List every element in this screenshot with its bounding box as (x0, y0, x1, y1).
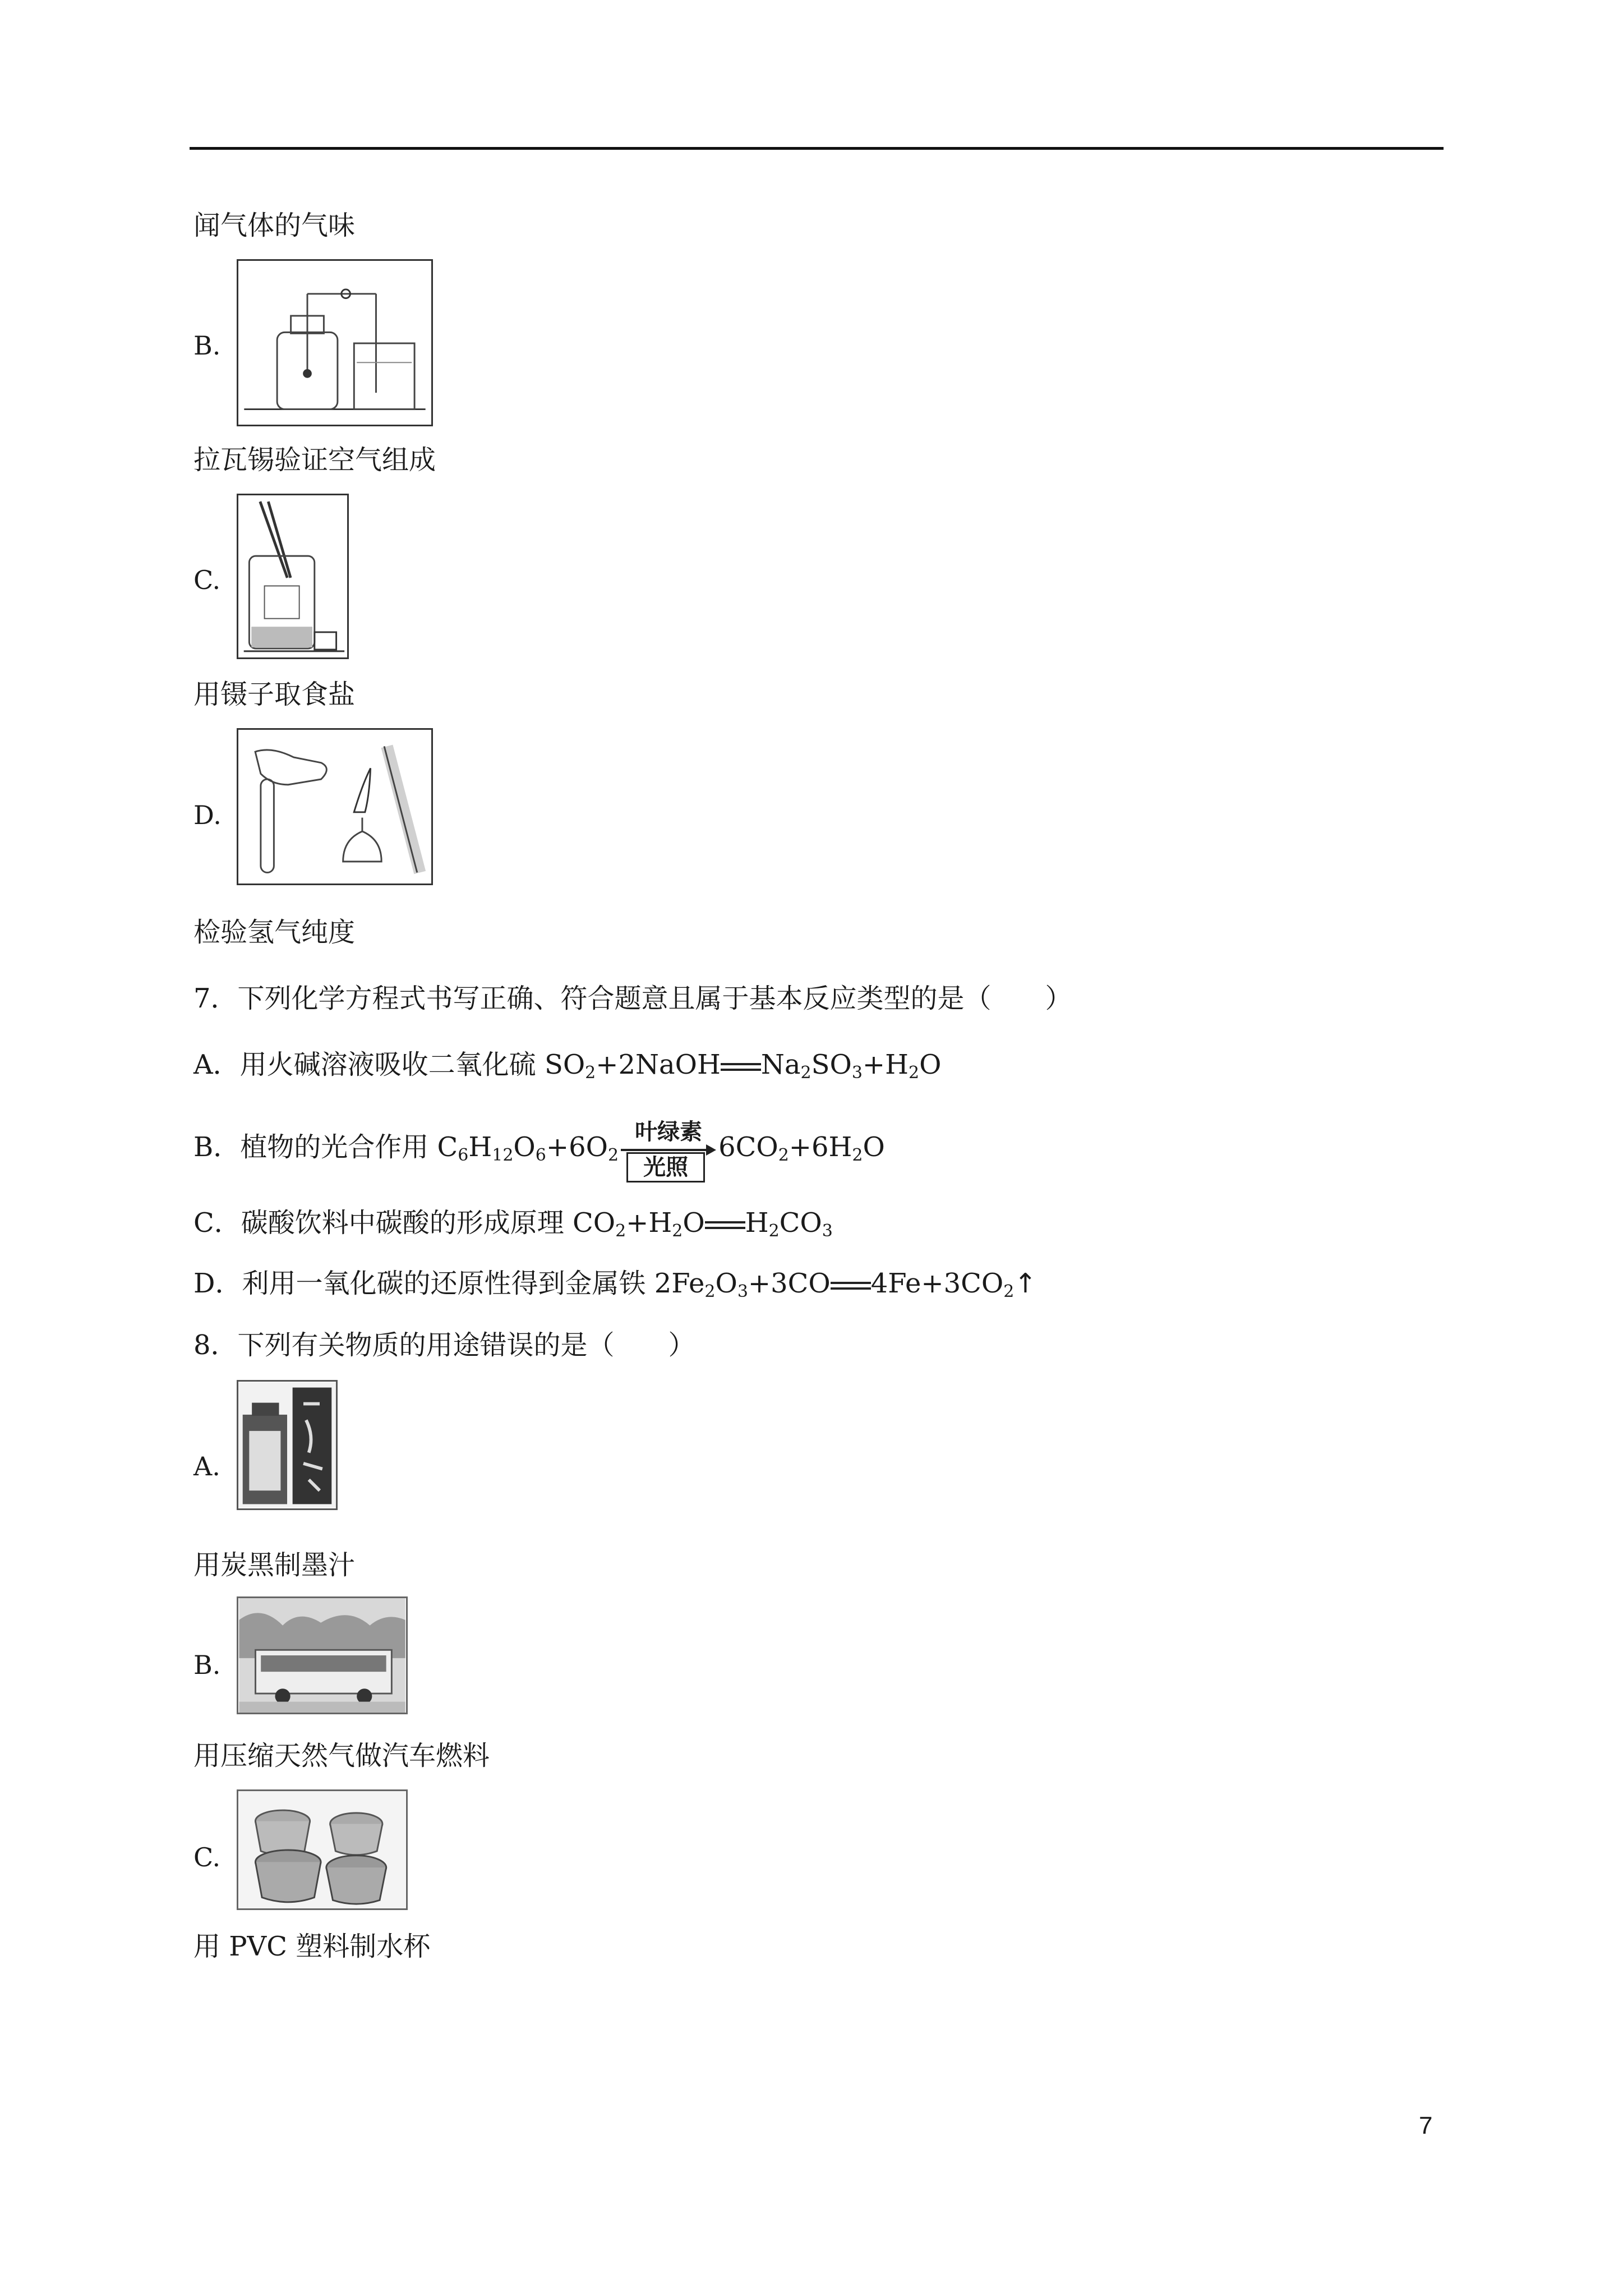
salt-jar-tweezers-image (237, 494, 349, 659)
lavoisier-apparatus-image (237, 259, 433, 426)
caption-option-a-q8: 用炭黑制墨汁 (193, 1549, 356, 1581)
header-rule (190, 147, 1444, 150)
option-label-q6-d: D. (193, 800, 222, 830)
caption-option-d-q6: 检验氢气纯度 (193, 917, 356, 948)
q7-option-b-text: B．植物的光合作用 (193, 1131, 437, 1163)
q7-option-c-text: C．碳酸饮料中碳酸的形成原理 (193, 1207, 573, 1239)
question-7-stem: 7．下列化学方程式书写正确、符合题意且属于基本反应类型的是（ ） (193, 983, 1072, 1014)
bus-photo-image (237, 1596, 408, 1714)
ink-bottle-box-image (237, 1380, 338, 1510)
q7-option-c-equation: $CO_2+H_2O$ $H_2CO_3$ (573, 1207, 833, 1241)
caption-option-c-q6: 用镊子取食盐 (193, 679, 356, 710)
hydrogen-purity-test-image (237, 728, 433, 885)
condition-bottom: 光照 (626, 1152, 705, 1182)
q7-option-a-equation: $SO_2+2NaOH$ $Na_2SO_3+H_2O$ (544, 1049, 942, 1083)
caption-option-c-q8: 用 PVC 塑料制水杯 (193, 1931, 431, 1962)
q7-option-b-products: $6CO_2+6H_2O$ (718, 1131, 885, 1165)
caption-option-a-q6: 闻气体的气味 (193, 210, 356, 241)
page-number: 7 (1419, 2112, 1433, 2139)
option-label-q6-b: B. (193, 330, 221, 361)
q7-option-a-text: A．用火碱溶液吸收二氧化硫 (193, 1049, 545, 1080)
reaction-condition-arrow (621, 1119, 716, 1180)
option-label-q8-c: C. (193, 1842, 221, 1872)
q7-option-d-text: D．利用一氧化碳的还原性得到金属铁 (193, 1268, 654, 1299)
option-label-q8-b: B. (193, 1650, 221, 1680)
option-label-q6-c: C. (193, 565, 221, 595)
question-8-stem: 8．下列有关物质的用途错误的是（ ） (193, 1329, 695, 1361)
cups-photo-image (237, 1789, 408, 1910)
option-label-q8-a: A. (193, 1451, 220, 1481)
condition-top: 叶绿素 (635, 1119, 703, 1145)
q7-option-d-equation: $2Fe_2O_3+3CO$ $4Fe+3CO_2↑$ (654, 1268, 1037, 1301)
q7-option-a (193, 1048, 941, 1082)
caption-option-b-q8: 用压缩天然气做汽车燃料 (193, 1740, 490, 1772)
caption-option-b-q6: 拉瓦锡验证空气组成 (193, 444, 436, 476)
q7-option-c (193, 1206, 833, 1240)
q7-option-b-reactants: $C_6H_{12}O_6+6O_2$ (437, 1131, 619, 1165)
q7-option-d (193, 1267, 1037, 1300)
q7-option-b (193, 1116, 885, 1180)
